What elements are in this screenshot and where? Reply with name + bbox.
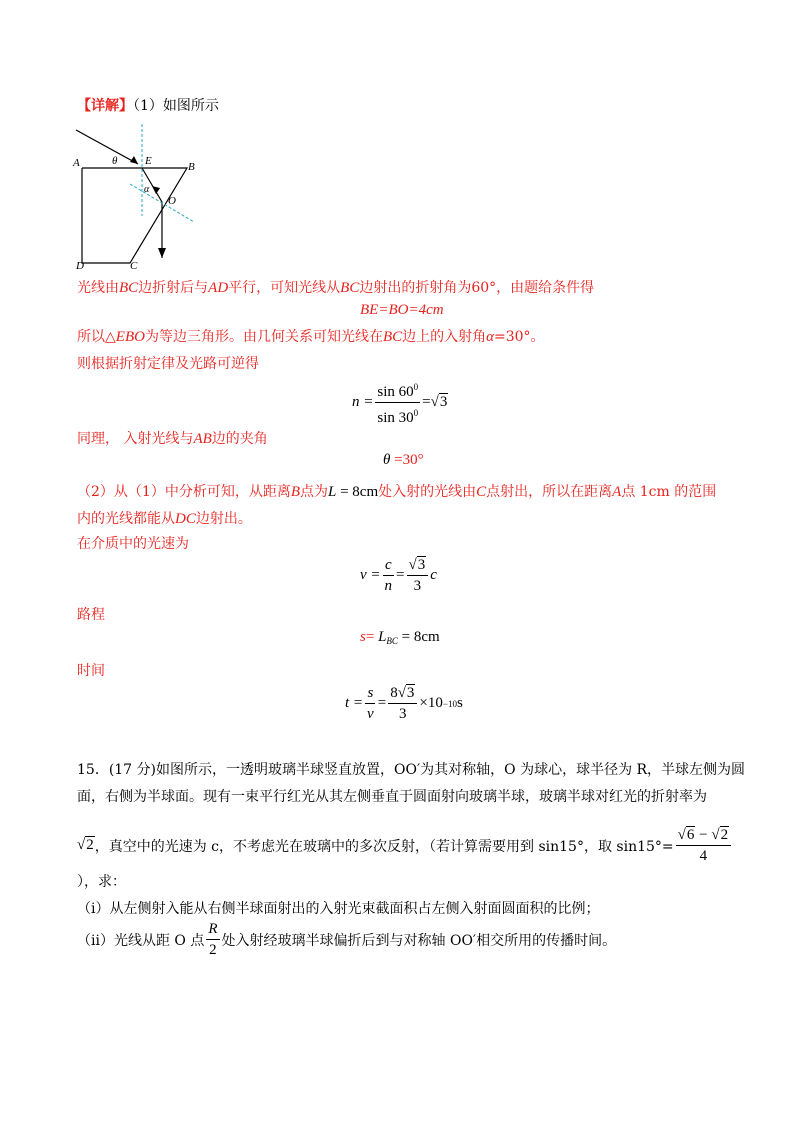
text: 点 1cm 的范围 xyxy=(621,484,717,500)
text: 边射出。 xyxy=(195,511,252,527)
text: 光线由 xyxy=(77,280,119,296)
power-base: ×10 xyxy=(419,695,443,711)
fraction xyxy=(375,378,420,427)
detail-label: 【详解】 xyxy=(77,98,133,114)
equals: = xyxy=(422,394,431,410)
seg-ab: AB xyxy=(193,431,212,447)
solution-line-8: 路程 xyxy=(77,607,105,623)
label-alpha: α xyxy=(144,184,150,195)
text: 所以△ xyxy=(77,329,116,345)
text: 边折射后与 xyxy=(138,280,209,296)
text: 点射出，所以在距离 xyxy=(486,484,613,500)
sup: 0 xyxy=(413,382,419,392)
problem-15-line-2: 面，右侧为半球面。现有一束平行红光从其左侧垂直于圆面射向玻璃半球，玻璃半球对红光的折射率为 xyxy=(77,789,707,805)
fraction: $\frac{√3}{3}$ xyxy=(407,556,429,595)
question-ii xyxy=(77,920,616,959)
radicand: 3 xyxy=(439,394,448,410)
fraction xyxy=(206,920,219,959)
text: ，真空中的光速为 c，不考虑光在玻璃中的多次反射，（若计算需要用到 sin15°，取 sin15°= xyxy=(94,838,674,855)
solution-line-2 xyxy=(77,326,545,346)
label-d: D xyxy=(76,260,84,270)
denominator: 3 xyxy=(399,706,407,722)
angle-alpha: α xyxy=(486,329,494,345)
exponent: −10 xyxy=(442,698,457,709)
coefficient: 8 xyxy=(390,685,398,701)
solution-line-4 xyxy=(77,428,268,448)
equation-theta xyxy=(383,452,424,469)
eq-lhs: t = xyxy=(345,695,364,711)
value: = 8cm xyxy=(336,484,379,500)
eq-lhs: v = xyxy=(360,567,381,583)
symbol-l: L xyxy=(328,484,337,500)
numerator: s xyxy=(365,684,375,704)
sqrt: √2 xyxy=(77,837,94,853)
radicand: 3 xyxy=(406,685,415,701)
numerator: c xyxy=(383,556,394,576)
fraction xyxy=(365,684,376,723)
numerator: R xyxy=(206,920,219,940)
denominator: 4 xyxy=(699,848,708,864)
label-c: C xyxy=(130,260,138,270)
seg-bc: BC xyxy=(340,280,360,296)
text: 边上的入射角 xyxy=(402,329,487,345)
symbol-s: s xyxy=(360,629,366,645)
symbol-l: L xyxy=(378,629,387,645)
denominator: 3 xyxy=(413,578,422,594)
minus: − xyxy=(695,827,712,843)
label-e: E xyxy=(145,155,152,167)
solution-line-5 xyxy=(77,481,716,501)
incident-ray xyxy=(76,130,138,164)
question-i: （i）从左侧射入能从右侧半球面射出的入射光束截面积占左侧入射面圆面积的比例； xyxy=(77,901,600,917)
text: 平行，可知光线从 xyxy=(228,280,341,296)
text: 处入射的光线由 xyxy=(378,484,477,500)
fraction: $\frac{√6 - √2}{4}$ xyxy=(676,826,731,865)
prism-outline xyxy=(82,168,187,263)
equation-path xyxy=(360,629,440,646)
part1-intro: （1）如图所示 xyxy=(133,98,219,114)
denominator: v xyxy=(367,706,374,722)
text: =30°。 xyxy=(494,329,545,345)
solution-line-6 xyxy=(77,508,252,528)
equals: = xyxy=(377,695,387,711)
solution-line-9: 时间 xyxy=(77,663,105,679)
subscript: BC xyxy=(386,636,398,646)
label-theta: θ xyxy=(112,155,118,167)
problem-15-line-4: ），求： xyxy=(77,874,126,890)
unit: s xyxy=(456,695,463,711)
text: 内的光线都能从 xyxy=(77,511,175,527)
sup: 0 xyxy=(413,408,419,418)
equation-refractive-index xyxy=(352,378,448,427)
numerator: sin 60 xyxy=(377,384,414,400)
exit-arrow xyxy=(158,248,166,258)
value: = 8cm xyxy=(397,629,440,645)
text: 边射出的折射角为60°，由题给条件得 xyxy=(359,280,595,296)
text: 处入射经玻璃半球偏折后到与对称轴 OO′相交所用的传播时间。 xyxy=(221,932,617,949)
text: 同理， 入射光线与 xyxy=(77,431,194,447)
text: 点为 xyxy=(300,484,328,500)
text: （2）从（1）中分析可知，从距离 xyxy=(77,484,291,500)
detail-header xyxy=(77,95,219,115)
eq-lhs: n = xyxy=(352,394,374,410)
label-o: O xyxy=(168,195,176,207)
sqrt: √3 xyxy=(430,394,448,410)
radicand: 2 xyxy=(86,837,94,853)
seg-bc: BC xyxy=(382,329,403,345)
radicand: 6 xyxy=(686,827,695,843)
equals: = xyxy=(365,629,375,645)
triangle-ebo: EBO xyxy=(115,329,145,345)
label-b: B xyxy=(188,161,195,173)
distance-l xyxy=(328,484,378,500)
text: 为等边三角形。由几何关系可知光线在 xyxy=(144,329,383,345)
equation-time xyxy=(345,684,463,723)
seg-ad: AD xyxy=(208,280,229,296)
equation-be-bo: BE=BO=4cm xyxy=(360,302,444,318)
point-a: A xyxy=(612,484,622,500)
text: （ii）光线从距 O 点 xyxy=(77,932,205,949)
point-c: C xyxy=(476,484,487,500)
fraction xyxy=(383,556,395,595)
refracted-arrow xyxy=(152,186,160,194)
solution-line-1 xyxy=(77,277,594,297)
angle-theta: θ xyxy=(383,452,391,468)
radicand: 2 xyxy=(720,827,729,843)
point-b: B xyxy=(290,484,300,500)
speed-c: c xyxy=(430,567,437,583)
value: =30° xyxy=(390,452,424,468)
problem-15-line-3 xyxy=(77,826,733,865)
fraction: $\frac{8√3}{3}$ xyxy=(388,684,417,723)
equals: = xyxy=(396,567,405,583)
label-a: A xyxy=(73,157,80,169)
denominator: n xyxy=(384,578,393,594)
seg-dc: DC xyxy=(175,511,196,527)
radicand: 3 xyxy=(417,557,426,573)
equation-speed xyxy=(360,556,437,595)
text: 边的夹角 xyxy=(211,431,268,447)
problem-15-line-1: 15．(17 分)如图所示，一透明玻璃半球竖直放置，OO′为其对称轴，O 为球心，球半径为 R，半球左侧为圆 xyxy=(77,762,746,778)
denominator: 2 xyxy=(209,942,217,958)
denominator: sin 30 xyxy=(377,410,414,426)
solution-line-3: 则根据折射定律及光路可逆得 xyxy=(77,356,259,372)
prism-figure xyxy=(70,118,210,270)
seg-bc: BC xyxy=(119,280,139,296)
solution-line-7: 在介质中的光速为 xyxy=(77,536,189,552)
